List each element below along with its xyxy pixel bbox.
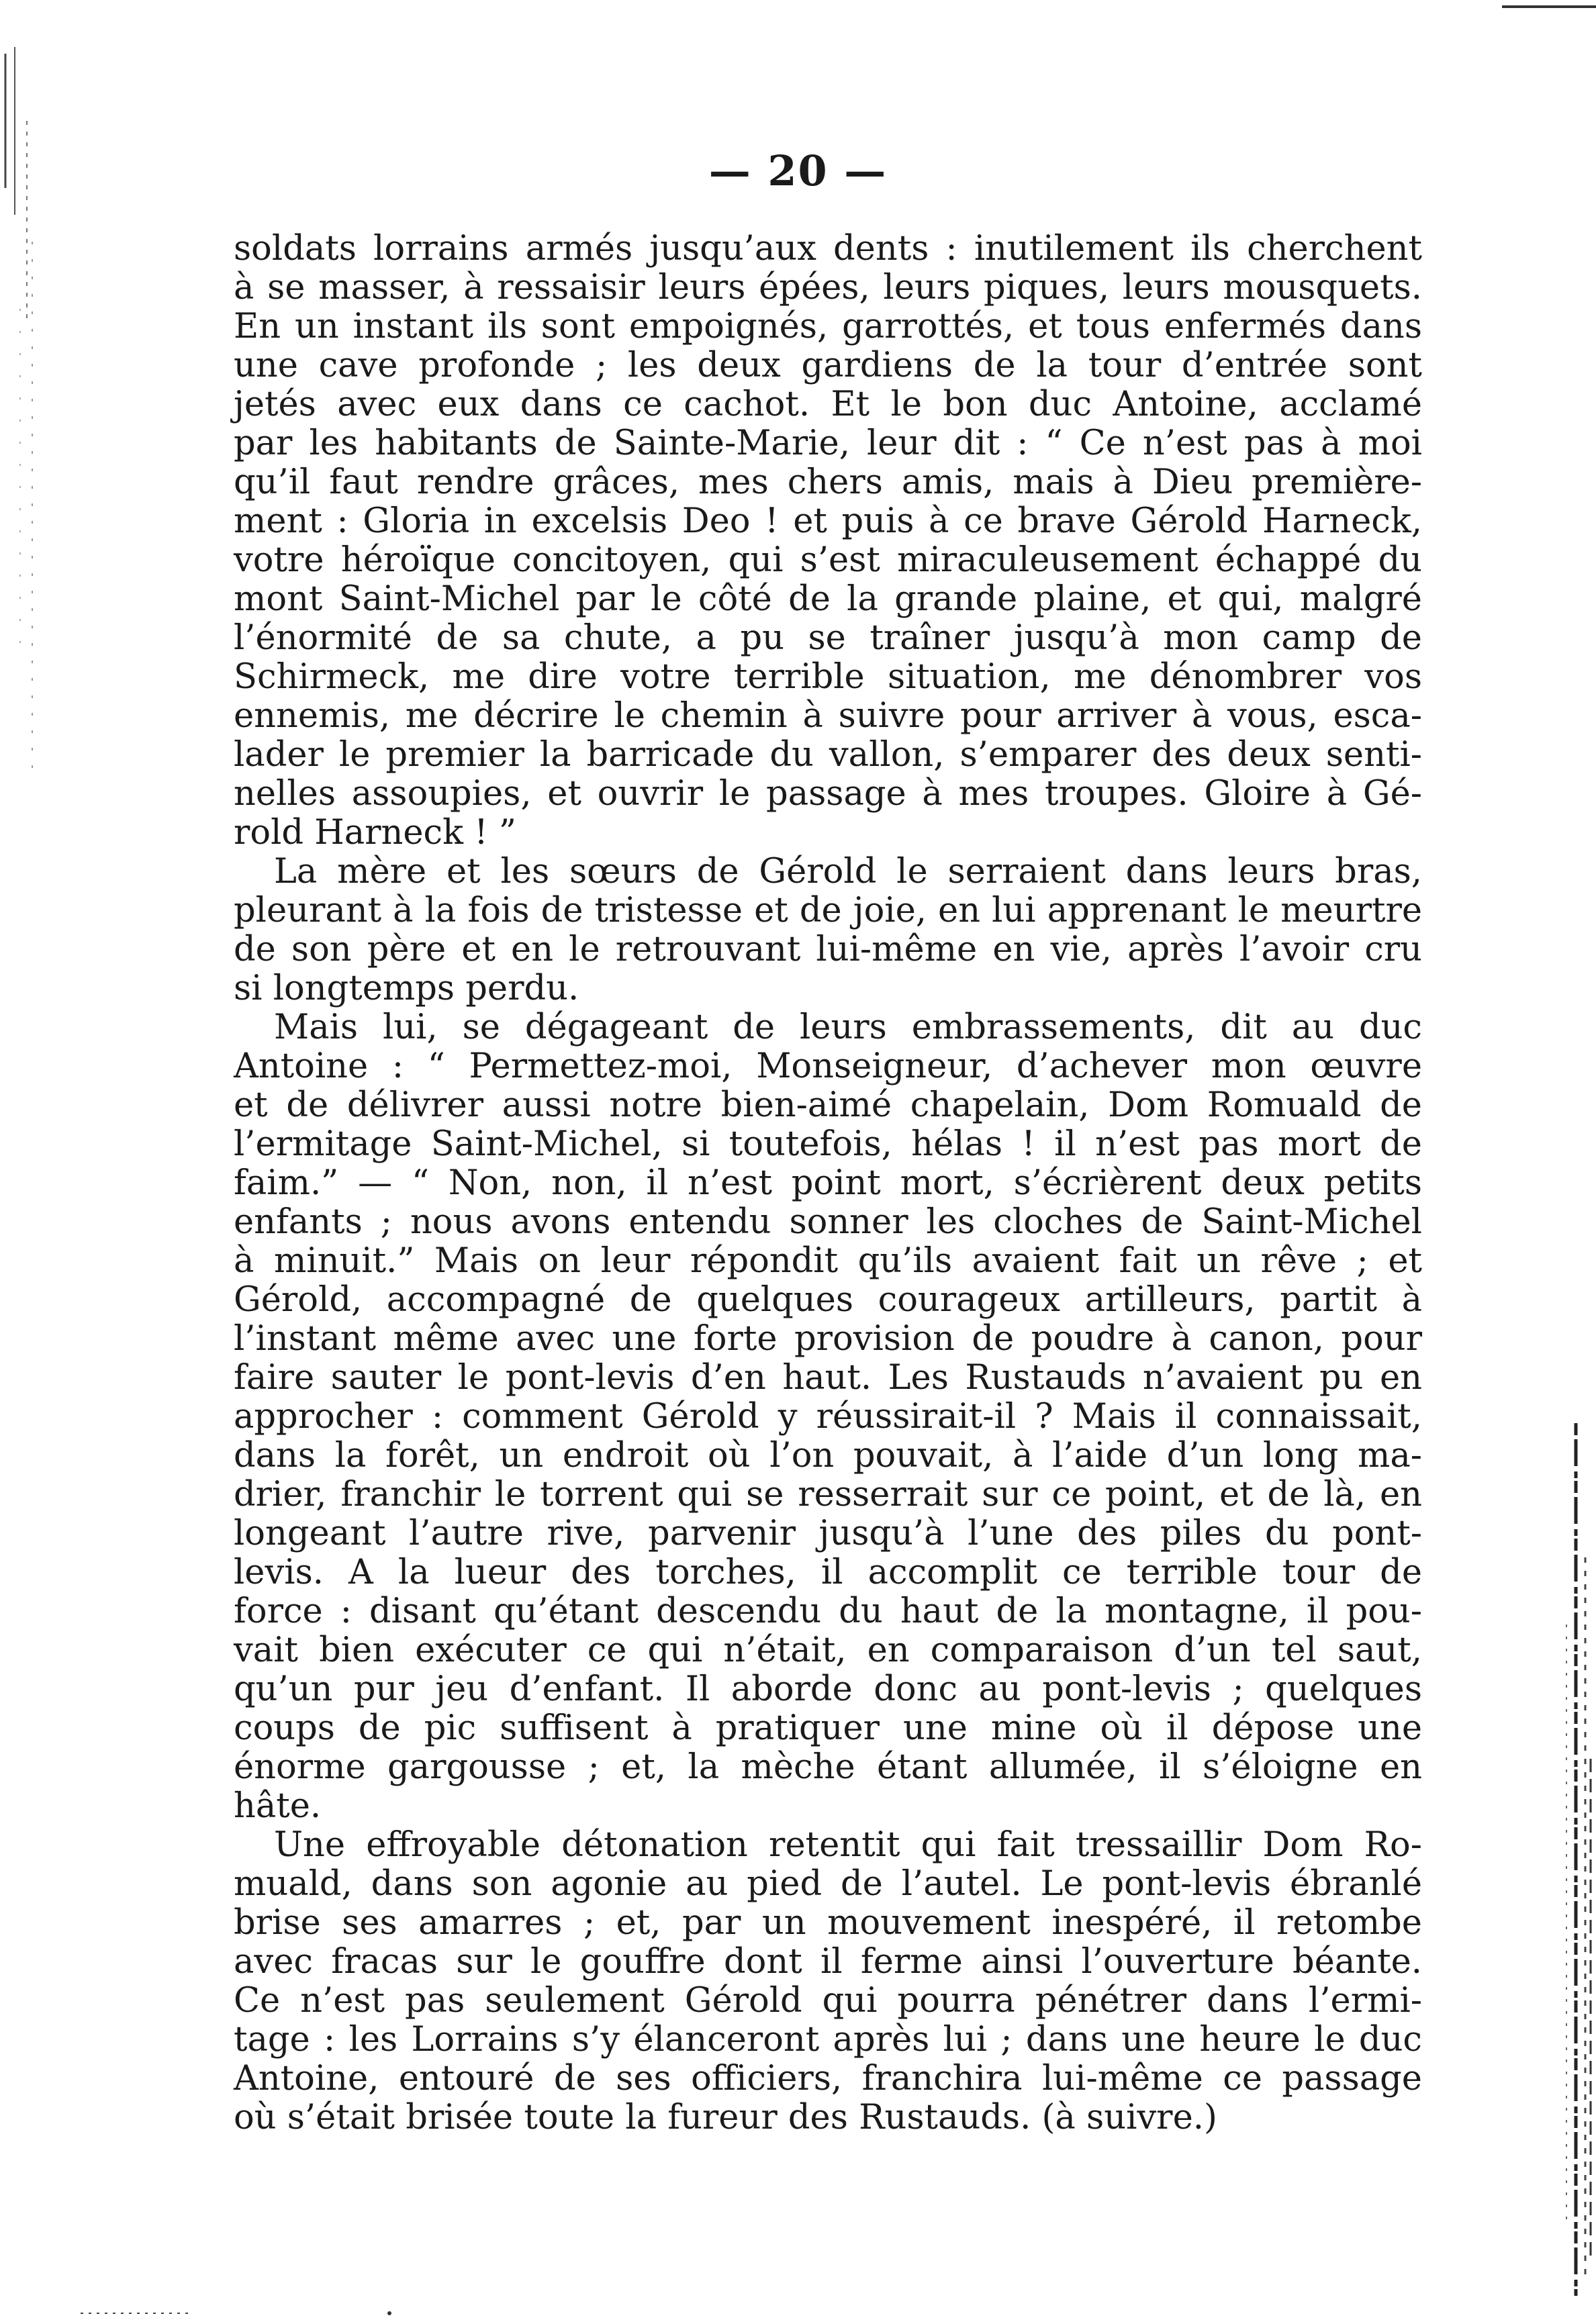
text-line: mont Saint-Michel par le côté de la grande plaine, et qui, malgré: [234, 579, 1422, 619]
text-line: longeant l’autre rive, parvenir jusqu’à l’une des piles du pont-: [234, 1514, 1422, 1553]
text-line: Schirmeck, me dire votre terrible situation, me dénombrer vos: [234, 657, 1422, 697]
text-line: une cave profonde ; les deux gardiens de la tour d’entrée sont: [234, 346, 1422, 385]
text-line: qu’il faut rendre grâces, mes chers amis, mais à Dieu première-: [234, 463, 1422, 502]
paragraph: [234, 1008, 1422, 1826]
text-line: Une effroyable détonation retentit qui fait tressaillir Dom Ro-: [274, 1825, 1422, 1865]
text-line: pleurant à la fois de tristesse et de joie, en lui apprenant le meurtre: [234, 891, 1422, 930]
paragraph: [234, 1826, 1422, 2137]
body-text: [234, 230, 1422, 2137]
paragraph: [234, 853, 1422, 1008]
right-binding-marks: [1556, 1423, 1596, 2296]
text-line: Antoine : “ Permettez-moi, Monseigneur, d’achever mon œuvre: [234, 1047, 1422, 1086]
page-number: — 20 —: [708, 146, 888, 195]
text-line: Gérold, accompagné de quelques courageux artilleurs, partit à: [234, 1280, 1422, 1320]
text-line: jetés avec eux dans ce cachot. Et le bon duc Antoine, acclamé: [234, 385, 1422, 424]
text-line: Mais lui, se dégageant de leurs embrassements, dit au duc: [274, 1008, 1422, 1047]
text-line: approcher : comment Gérold y réussirait-il ? Mais il connaissait,: [234, 1397, 1422, 1437]
text-line: soldats lorrains armés jusqu’aux dents : inutilement ils cherchent: [234, 229, 1422, 269]
text-line: En un instant ils sont empoignés, garrottés, et tous enfermés dans: [234, 307, 1422, 346]
text-line: par les habitants de Sainte-Marie, leur dit : “ Ce n’est pas à moi: [234, 424, 1422, 463]
text-line: à se masser, à ressaisir leurs épées, leurs piques, leurs mousquets.: [234, 268, 1422, 307]
paragraph: [234, 230, 1422, 853]
text-line: de son père et en le retrouvant lui-même en vie, après l’avoir cru: [234, 930, 1422, 969]
text-line: si longtemps perdu.: [234, 969, 579, 1008]
text-line: coups de pic suffisent à pratiquer une mine où il dépose une: [234, 1708, 1422, 1748]
text-line: et de délivrer aussi notre bien-aimé chapelain, Dom Romuald de: [234, 1085, 1422, 1125]
top-edge-rule: [1502, 5, 1596, 8]
text-line: Ce n’est pas seulement Gérold qui pourra pénétrer dans l’ermi-: [234, 1981, 1422, 2021]
text-line: ment : Gloria in excelsis Deo ! et puis à ce brave Gérold Harneck,: [234, 501, 1422, 541]
text-line: faire sauter le pont-levis d’en haut. Les Rustauds n’avaient pu en: [234, 1358, 1422, 1398]
text-line: énorme gargousse ; et, la mèche étant allumée, il s’éloigne en: [234, 1747, 1422, 1787]
text-line: tage : les Lorrains s’y élanceront après lui ; dans une heure le duc: [234, 2020, 1422, 2060]
text-line: faim.” — “ Non, non, il n’est point mort, s’écrièrent deux petits: [234, 1163, 1422, 1203]
text-line: muald, dans son agonie au pied de l’autel. Le pont-levis ébranlé: [234, 1864, 1422, 1904]
text-line: ennemis, me décrire le chemin à suivre pour arriver à vous, esca-: [234, 696, 1422, 736]
text-line: Antoine, entouré de ses officiers, franchira lui-même ce passage: [234, 2059, 1422, 2098]
text-line: avec fracas sur le gouffre dont il ferme ainsi l’ouverture béante.: [234, 1942, 1422, 1982]
text-line: drier, franchir le torrent qui se resserrait sur ce point, et de là, en: [234, 1475, 1422, 1514]
text-line: brise ses amarres ; et, par un mouvement inespéré, il retombe: [234, 1903, 1422, 1943]
text-line: vait bien exécuter ce qui n’était, en comparaison d’un tel saut,: [234, 1631, 1422, 1670]
text-line: à minuit.” Mais on leur répondit qu’ils avaient fait un rêve ; et: [234, 1241, 1422, 1281]
text-line: dans la forêt, un endroit où l’on pouvait, à l’aide d’un long ma-: [234, 1436, 1422, 1475]
text-line: rold Harneck ! ”: [234, 813, 516, 853]
text-line: l’ermitage Saint-Michel, si toutefois, hélas ! il n’est pas mort de: [234, 1124, 1422, 1164]
text-line: l’instant même avec une forte provision de poudre à canon, pour: [234, 1319, 1422, 1359]
text-line: où s’était brisée toute la fureur des Rustauds. (à suivre.): [234, 2098, 1217, 2137]
text-line: hâte.: [234, 1786, 322, 1826]
bottom-specks: [81, 2309, 416, 2317]
text-line: nelles assoupies, et ouvrir le passage à mes troupes. Gloire à Gé-: [234, 774, 1422, 814]
text-line: votre héroïque concitoyen, qui s’est miraculeusement échappé du: [234, 540, 1422, 580]
text-line: lader le premier la barricade du vallon, s’emparer des deux senti-: [234, 735, 1422, 775]
text-line: enfants ; nous avons entendu sonner les cloches de Saint-Michel: [234, 1202, 1422, 1242]
text-line: qu’un pur jeu d’enfant. Il aborde donc au pont-levis ; quelques: [234, 1669, 1422, 1709]
text-line: force : disant qu’étant descendu du haut de la montagne, il pou-: [234, 1592, 1422, 1631]
text-line: l’énormité de sa chute, a pu se traîner jusqu’à mon camp de: [234, 618, 1422, 658]
text-line: La mère et les sœurs de Gérold le serraient dans leurs bras,: [274, 852, 1422, 891]
text-line: levis. A la lueur des torches, il accomplit ce terrible tour de: [234, 1553, 1422, 1592]
